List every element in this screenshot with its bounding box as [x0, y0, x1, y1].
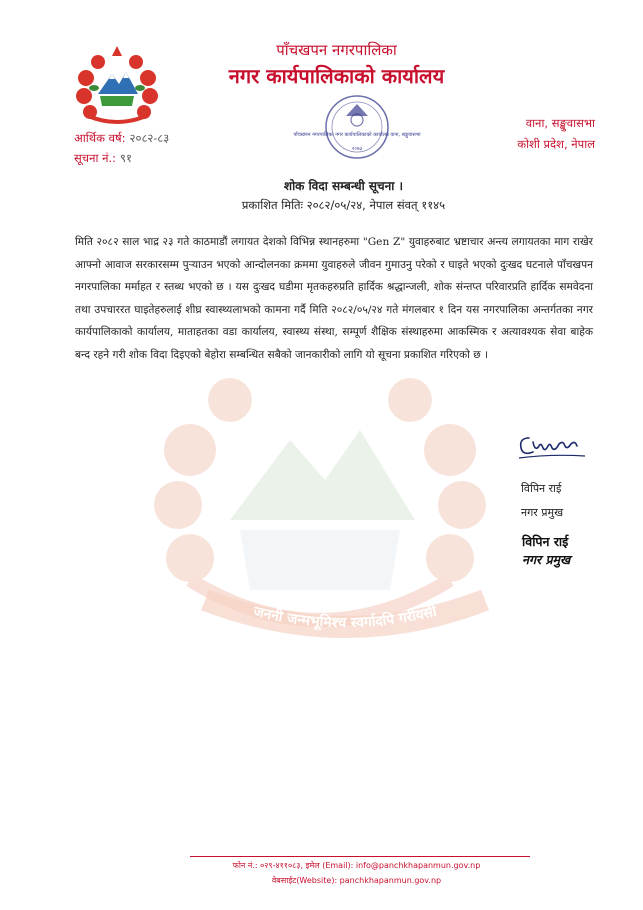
footer-divider	[190, 856, 530, 857]
footer-phone-email[interactable]: फोन नं.: ०२९-४११०८३, इमेल (Email): info@panchkhapanmun.gov.np	[232, 861, 481, 870]
footer-website	[0, 875, 643, 886]
signatory-name: विपिन राई	[521, 482, 562, 495]
address-line-1: वाना, सङ्खुवासभा	[525, 116, 595, 130]
footer-contact	[0, 860, 643, 871]
notice-number-value: ९१	[120, 151, 132, 165]
stamp-text: पाँचखपन नगरपालिका नगर कार्यपालिकाको कार्यालय वाना, सङ्खुवासभा	[293, 132, 421, 138]
stamped-signatory-title: नगर प्रमुख	[522, 552, 571, 567]
office-stamp	[293, 92, 421, 162]
address-line-2: कोशी प्रदेश, नेपाल	[517, 137, 595, 151]
fiscal-year-value: २०८२-८३	[129, 131, 170, 145]
footer-website-link[interactable]: वेबसाईट(Website): panchkhapanmun.gov.np	[271, 876, 442, 885]
fiscal-year	[74, 131, 169, 146]
published-date: प्रकाशित मितिः २०८२/०५/२४, नेपाल संवत् ११४५	[241, 198, 446, 212]
handwritten-signature	[515, 428, 590, 464]
stamp-year: २०७३	[351, 146, 363, 152]
notice-subject: शोक विदा सम्बन्धी सूचना ।	[283, 179, 404, 193]
motto-ribbon	[200, 582, 490, 642]
notice-body: मिति २०८२ साल भाद्र २३ गते काठमाडौं लगायत देशको विभिन्न स्थानहरुमा "Gen Z" युवाहरुबाट भ्रष्टाचार अन्त्य लगायतका माग राखेर आफ्नो आवाज सरकारसम्म पुऱ्याउन भएको आन्दोलनका क्रममा युवाहरुले जीवन गुमाउनु परेको र घाइते भएको दुःखद घटनाले पाँचखपन नगरपालिका मर्माहत र स्तब्ध भएको छ । यस दुःखद घडीमा मृतकहरुप्रति हार्दिक श्रद्धान्जली, शोक संन्तप्त परिवारप्रति हार्दिक समवेदना तथा उपचाररत घाइतेहरुलाई शीघ्र स्वास्थ्यलाभको कामना गर्दै मिति २०८२/०५/२४ गते मंगलबार १ दिन यस नगरपालिका अन्तर्गतका नगर कार्यपालिकाको कार्यालय, माताहतका वडा कार्यालय, स्वास्थ्य संस्था, सम्पूर्ण शैक्षिक संस्थाहरुमा आकस्मिक र अत्यावश्यक सेवा बाहेक बन्द रहने गरी शोक विदा दिइएको बेहोरा सम्बन्धित सबैको जानकारीको लागि यो सूचना प्रकाशित गरिएको छ ।	[75, 236, 593, 361]
office-name: नगर कार्यपालिकाको कार्यालय	[228, 64, 445, 88]
notice-number-label: सूचना नं.:	[74, 151, 117, 165]
stamped-signatory-name: विपिन राई	[522, 534, 569, 549]
motto-text: जननी जन्मभूमिश्च स्वर्गादपि गरीयसी	[251, 603, 439, 632]
fiscal-year-label: आर्थिक वर्ष:	[74, 131, 126, 145]
notice-number	[74, 151, 132, 166]
signatory-title: नगर प्रमुख	[521, 506, 564, 519]
municipality-name: पाँचखपन नगरपालिका	[276, 41, 397, 59]
